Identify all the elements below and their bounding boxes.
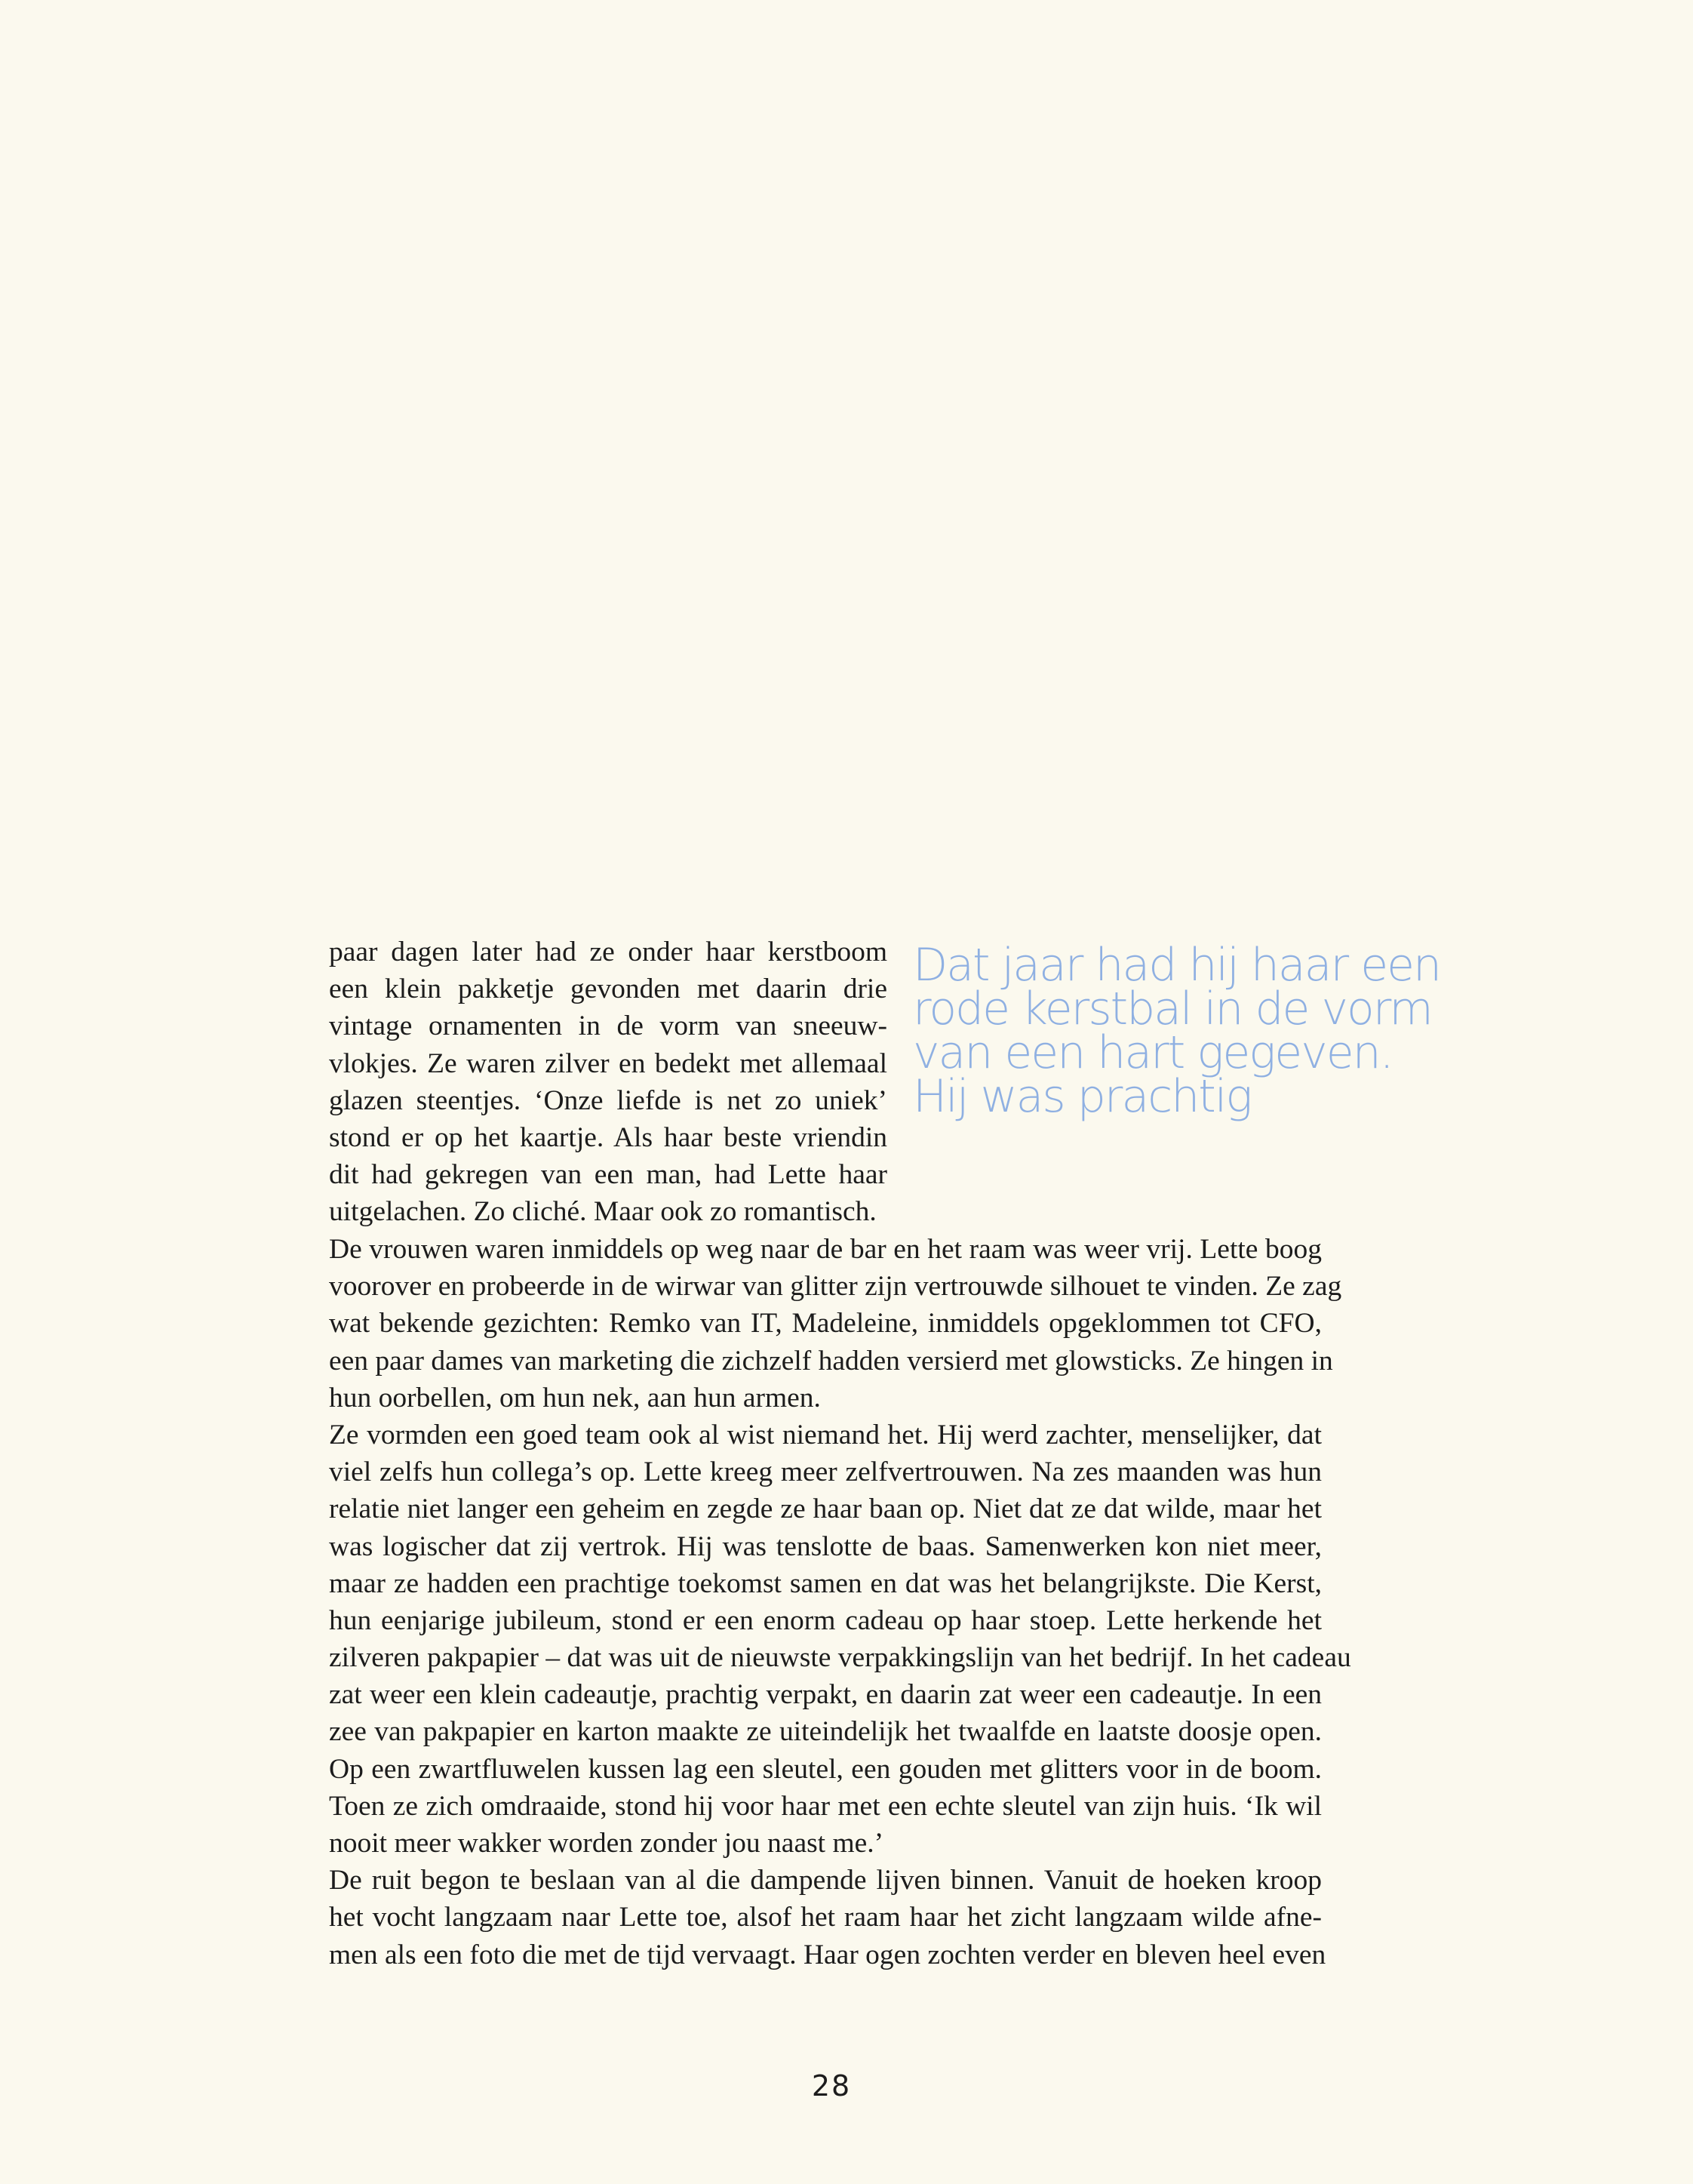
text-line: hun eenjarige jubileum, stond er een enorm cadeau op haar stoep. Lette herkende het — [329, 1604, 1322, 1636]
text-line: een klein pakketje gevonden met daarin drie — [329, 974, 887, 1005]
text-line: stond er op het kaartje. Als haar beste vriendin — [329, 1121, 887, 1153]
pull-quote-line: van een hart gegeven. — [913, 1026, 1393, 1079]
text-line: zilveren pakpapier – dat was uit de nieuwste verpakkingslijn van het bedrijf. In het cadeau — [329, 1642, 1351, 1674]
text-line: dit had gekregen van een man, had Lette haar — [329, 1159, 887, 1191]
intro-paragraph — [329, 934, 887, 1231]
text-line: De vrouwen waren inmiddels op weg naar de bar en het raam was weer vrij. Lette boog — [329, 1234, 1322, 1265]
text-line: vlokjes. Ze waren zilver en bedekt met allemaal — [329, 1047, 887, 1079]
text-line: zee van pakpapier en karton maakte ze uiteindelijk het twaalfde en laatste doosje open. — [329, 1716, 1322, 1748]
text-line: zat weer een klein cadeautje, prachtig verpakt, en daarin zat weer een cadeautje. In een — [329, 1679, 1322, 1711]
text-line: glazen steentjes. ‘Onze liefde is net zo uniek’ — [329, 1084, 887, 1116]
text-line: vintage ornamenten in de vorm van sneeuw- — [329, 1010, 887, 1042]
pull-quote-line: rode kerstbal in de vorm — [913, 983, 1432, 1035]
body-text — [329, 1231, 1351, 1973]
text-line: Toen ze zich omdraaide, stond hij voor haar met een echte sleutel van zijn huis. ‘Ik wil — [329, 1790, 1322, 1822]
text-line: Op een zwartfluwelen kussen lag een sleutel, een gouden met glitters voor in de boom. — [329, 1753, 1322, 1785]
page-number: 28 — [811, 2069, 852, 2102]
pull-quote — [913, 939, 1486, 1123]
text-line: relatie niet langer een geheim en zegde ze haar baan op. Niet dat ze dat wilde, maar het — [329, 1493, 1322, 1525]
text-line: viel zelfs hun collega’s op. Lette kreeg meer zelfvertrouwen. Na zes maanden was hun — [329, 1457, 1322, 1488]
text-line: het vocht langzaam naar Lette toe, alsof het raam haar het zicht langzaam wilde afne- — [329, 1902, 1322, 1933]
pull-quote-line: Hij was prachtig — [913, 1070, 1252, 1123]
text-line: was logischer dat zij vertrok. Hij was tenslotte de baas. Samenwerken kon niet meer, — [329, 1530, 1322, 1562]
text-line: wat bekende gezichten: Remko van IT, Madeleine, inmiddels opgeklommen tot CFO, — [329, 1308, 1322, 1340]
text-line: een paar dames van marketing die zichzelf hadden versierd met glowsticks. Ze hingen in — [329, 1345, 1333, 1377]
text-line: hun oorbellen, om hun nek, aan hun armen. — [329, 1382, 821, 1413]
text-line: paar dagen later had ze onder haar kerstboom — [329, 937, 887, 967]
pull-quote-line: Dat jaar had hij haar een — [913, 939, 1441, 992]
text-line: men als een foto die met de tijd vervaagt. Haar ogen zochten verder en bleven heel even — [329, 1939, 1326, 1970]
text-line: maar ze hadden een prachtige toekomst samen en dat was het belangrijkste. Die Kerst, — [329, 1567, 1322, 1599]
text-line: voorover en probeerde in de wirwar van glitter zijn vertrouwde silhouet te vinden. Ze zag — [329, 1271, 1342, 1303]
text-line: nooit meer wakker worden zonder jou naast me.’ — [329, 1828, 884, 1859]
text-line: uitgelachen. Zo cliché. Maar ook zo romantisch. — [329, 1196, 877, 1228]
text-line: Ze vormden een goed team ook al wist niemand het. Hij werd zachter, menselijker, dat — [329, 1419, 1322, 1450]
text-line: De ruit begon te beslaan van al die dampende lijven binnen. Vanuit de hoeken kroop — [329, 1865, 1322, 1896]
